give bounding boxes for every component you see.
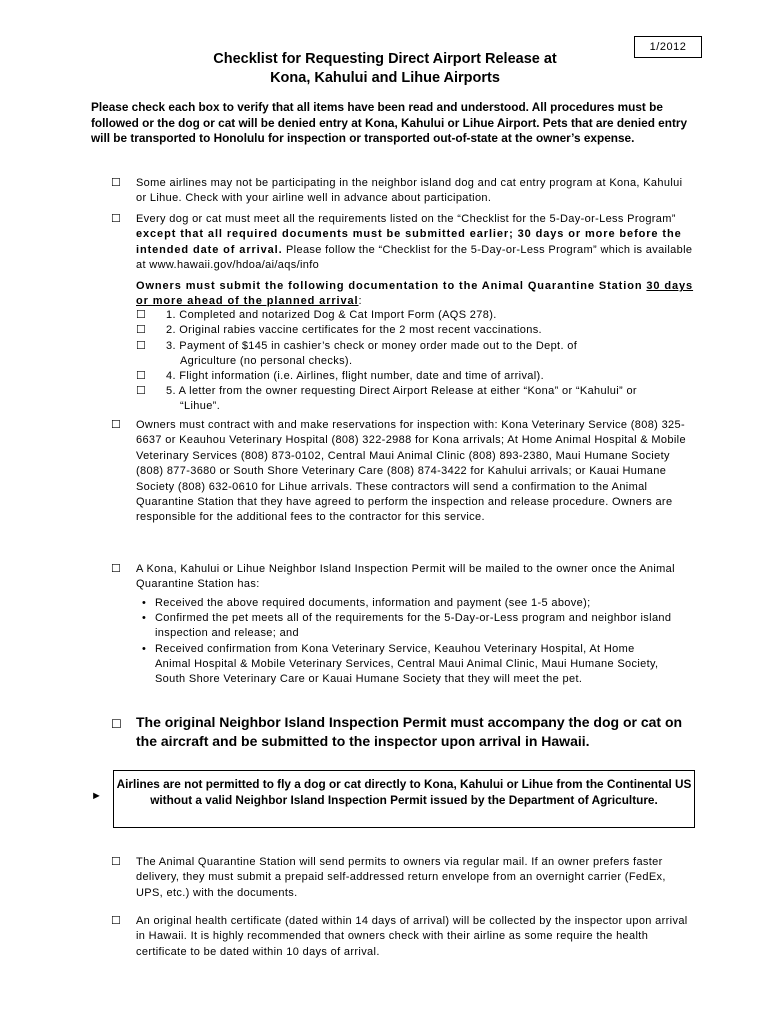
bullet-text: Confirmed the pet meets all of the requirements for the 5-Day-or-Less program and neighbor island inspection and release; and (155, 612, 672, 640)
checkbox-doc-1[interactable]: ☐ (136, 309, 147, 321)
doc-item-4-text: 4. Flight information (i.e. Airlines, flight number, date and time of arrival). (166, 370, 544, 382)
checkbox-doc-5[interactable]: ☐ (136, 385, 147, 397)
checkbox-doc-3[interactable]: ☐ (136, 340, 147, 352)
requirements-text-c: Please follow the “Checklist for the 5-Day-or-Less Program” which is available at www.hawaii.gov/hdoa/ai/aqs/info (136, 243, 693, 272)
item-permit-intro: A Kona, Kahului or Lihue Neighbor Island Inspection Permit will be mailed to the owner once the Animal Quarantine Station has: (136, 563, 675, 591)
bullet: • (142, 612, 147, 625)
checkbox-permit[interactable]: ☐ (111, 563, 121, 575)
checkbox-original-permit[interactable]: ☐ (111, 717, 122, 731)
bullet-text: Received confirmation from Kona Veterinary Service, Keauhou Veterinary Hospital, At Home Animal Hospital & Mobile Veterinary Services, Central Maui Animal Clinic, Maui Humane Society, South Shore Veterinary Care or Kauai Humane Society that they will meet the pet. (155, 642, 659, 686)
airline-notice: Airlines are not permitted to fly a dog or cat directly to Kona, Kahului or Lihue from the Continental US without a valid Neighbor Island Inspection Permit issued by the Department of Agriculture. (113, 770, 695, 828)
title-line-2: Kona, Kahului and Lihue Airports (270, 70, 500, 86)
checkbox-contractors[interactable]: ☐ (111, 419, 121, 431)
permit-bullet-list (142, 596, 682, 687)
doc-item-3-text: 3. Payment of $145 in cashier’s check or money order made out to the Dept. of Agriculture (no personal checks). (166, 340, 578, 368)
checkbox-doc-4[interactable]: ☐ (136, 370, 147, 382)
title-line-1: Checklist for Requesting Direct Airport Release at (213, 51, 557, 67)
item-airlines: Some airlines may not be participating in the neighbor island dog and cat entry program at Kona, Kahului or Lihue. Check with your airline well in advance about participation. (136, 177, 683, 205)
page-title (0, 50, 770, 88)
requirements-text-a: Every dog or cat must meet all the requirements listed on the “Checklist for the 5-Day-or-Less Program” (136, 213, 676, 225)
doc-item-2-text: 2. Original rabies vaccine certificates for the 2 most recent vaccinations. (166, 324, 542, 336)
bullet-text: Received the above required documents, information and payment (see 1-5 above); (155, 597, 591, 609)
docs-heading-b: 30 days or more ahead of the planned arrival (136, 280, 694, 307)
item-mail: The Animal Quarantine Station will send permits to owners via regular mail. If an owner prefers faster delivery, they must submit a prepaid self-addressed return envelope from an overnight carrier (FedEx, UPS, etc.) with the documents. (136, 856, 666, 899)
item-contractors: Owners must contract with and make reservations for inspection with: Kona Veterinary Service (808) 325-6637 or Keauhou Veterinary Hospital (808) 322-2988 for Kona arrivals; At Home Animal Hospital & Mobile Veterinary Services (808) 873-0102, Central Maui Animal Clinic (808) 893-2380, Maui Humane Society (808) 877-3680 or South Shore Veterinary Care (808) 874-3422 for Kahului arrivals; or Kauai Humane Society (808) 632-0610 for Lihue arrivals. These contractors will send a confirmation to the Animal Quarantine Station that they have agreed to perform the inspection and release procedure. Owners are responsible for the additional fees to the contractor for this service. (136, 419, 686, 524)
item-health: An original health certificate (dated within 14 days of arrival) will be collected by the inspector upon arrival in Hawaii. It is highly recommended that owners check with their airline as some require the health certificate to be dated within 10 days of arrival. (136, 915, 688, 958)
checkbox-requirements[interactable]: ☐ (111, 213, 121, 225)
docs-heading-c: : (358, 295, 362, 307)
arrow-icon: ► (91, 790, 102, 802)
checkbox-health[interactable]: ☐ (111, 915, 121, 927)
list-item (142, 642, 665, 688)
bullet: • (142, 597, 147, 609)
bullet: • (142, 642, 147, 655)
docs-heading-a: Owners must submit the following documentation to the Animal Quarantine Station (136, 280, 647, 292)
checkbox-airlines[interactable]: ☐ (111, 177, 121, 189)
list-item (142, 596, 682, 611)
date-box: 1/2012 (634, 36, 702, 58)
checkbox-mail[interactable]: ☐ (111, 856, 121, 868)
doc-item-5-text: 5. A letter from the owner requesting Direct Airport Release at either “Kona” or “Kahului” or “Lihue”. (166, 385, 637, 413)
list-item (142, 611, 682, 641)
item-requirements (136, 212, 696, 274)
item-original-permit: The original Neighbor Island Inspection Permit must accompany the dog or cat on the aircraft and be submitted to the inspector upon arrival in Hawaii. (136, 714, 683, 749)
intro-text: Please check each box to verify that all items have been read and understood. All procedures must be followed or the dog or cat will be denied entry at Kona, Kahului or Lihue Airport. Pets that are denied entry will be transported to Honolulu for inspection or transported out-of-state at the owner’s expense. (91, 100, 688, 146)
checkbox-doc-2[interactable]: ☐ (136, 324, 147, 336)
docs-heading (136, 279, 696, 309)
requirements-text-bold: except that all required documents must be submitted earlier; 30 days or more before the intended date of arrival. (136, 228, 682, 256)
doc-item-1-text: 1. Completed and notarized Dog & Cat Import Form (AQS 278). (166, 309, 497, 321)
